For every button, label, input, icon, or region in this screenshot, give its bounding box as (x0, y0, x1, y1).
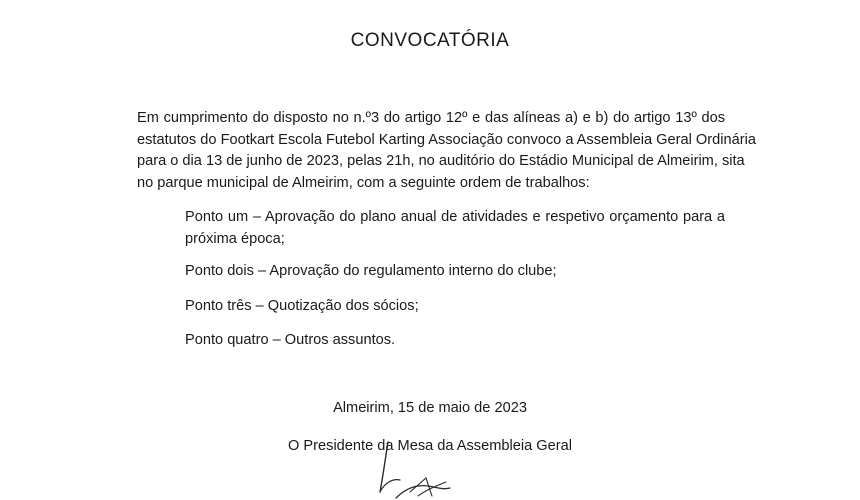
agenda-item-three (185, 296, 725, 318)
agenda-item-one (185, 207, 725, 250)
document-title: CONVOCATÓRIA (350, 30, 510, 51)
agenda-item-two (185, 261, 725, 283)
intro-line: no parque municipal de Almeirim, com a seguinte ordem de trabalhos: (137, 174, 590, 191)
intro-paragraph (137, 108, 756, 194)
agenda-item-text: próxima época; (185, 230, 285, 247)
intro-line: para o dia 13 de junho de 2023, pelas 21h, no auditório do Estádio Municipal de Almeirim, sita (137, 153, 745, 169)
intro-line: estatutos do Footkart Escola Futebol Karting Associação convoco a Assembleia Geral Ordinária (137, 131, 756, 148)
handwritten-signature (370, 440, 480, 500)
agenda-item-text: Ponto dois – Aprovação do regulamento interno do clube; (185, 263, 557, 279)
place-and-date: Almeirim, 15 de maio de 2023 (333, 400, 527, 416)
signatory-title: O Presidente da Mesa da Assembleia Geral (288, 438, 572, 454)
agenda-item-text: Ponto três – Quotização dos sócios; (185, 298, 419, 314)
agenda-item-text: Ponto quatro – Outros assuntos. (185, 332, 396, 348)
agenda-item-four (185, 330, 725, 352)
agenda-item-text: Ponto um – Aprovação do plano anual de atividades e respetivo orçamento para a (185, 209, 725, 225)
intro-line: Em cumprimento do disposto no n.º3 do artigo 12º e das alíneas a) e b) do artigo 13º dos (137, 110, 725, 126)
